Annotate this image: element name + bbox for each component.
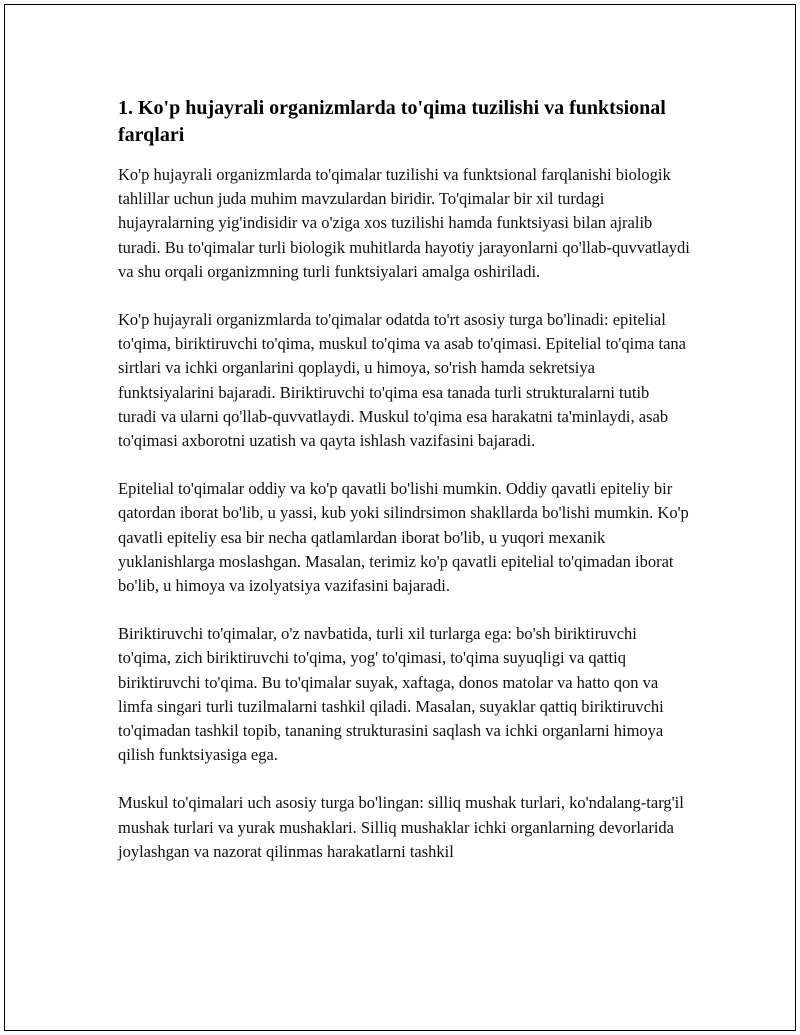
section-heading: 1. Ko'p hujayrali organizmlarda to'qima tuzilishi va funktsional farqlari	[118, 97, 666, 146]
document-body	[118, 95, 690, 864]
paragraph-intro: Ko'p hujayrali organizmlarda to'qimalar tuzilishi va funktsional farqlanishi biologik tahlillar uchun juda muhim mavzulardan biridir. To'qimalar bir xil turdagi hujayralarning yig'indisidir va o'ziga xos tuzilishi hamda funktsiyasi bilan ajralib turadi. Bu to'qimalar turli biologik muhitlarda hayotiy jarayonlarni qo'llab-quvvatlaydi va shu orqali organizmning turli funktsiyalari amalga oshiriladi.	[118, 165, 690, 281]
paragraph-epithelial: Epitelial to'qimalar oddiy va ko'p qavatli bo'lishi mumkin. Oddiy qavatli epiteliy bir qatordan iborat bo'lib, u yassi, kub yoki silindrsimon shakllarda bo'lishi mumkin. Ko'p qavatli epiteliy esa bir necha qatlamlardan iborat bo'lib, u yuqori mexanik yuklanishlarga moslashgan. Masalan, terimiz ko'p qavatli epitelial to'qimadan iborat bo'lib, u himoya va izolyatsiya vazifasini bajaradi.	[118, 479, 689, 596]
paragraph-muscle: Muskul to'qimalari uch asosiy turga bo'lingan: silliq mushak turlari, ko'ndalang-targ'il mushak turlari va yurak mushaklari. Silliq mushaklar ichki organlarning devorlarida joylashgan va nazorat qilinmas harakatlarni tashkil	[118, 793, 684, 861]
paragraph-connective: Biriktiruvchi to'qimalar, o'z navbatida, turli xil turlarga ega: bo'sh biriktiruvchi to'qima, zich biriktiruvchi to'qima, yog' to'qimasi, to'qima suyuqligi va qattiq biriktiruvchi to'qima. Bu to'qimalar suyak, xaftaga, donos matolar va hatto qon va limfa singari turli tuzilmalarni tashkil qiladi. Masalan, suyaklar qattiq biriktiruvchi to'qimadan tashkil topib, tananing strukturasini saqlash va ichki organlarni himoya qilish funktsiyasiga ega.	[118, 624, 664, 765]
paragraph-tissue-types: Ko'p hujayrali organizmlarda to'qimalar odatda to'rt asosiy turga bo'linadi: epitelial to'qima, biriktiruvchi to'qima, muskul to'qima va asab to'qimasi. Epitelial to'qima tana sirtlari va ichki organlarini qoplaydi, u himoya, so'rish hamda sekretsiya funktsiyalarini bajaradi. Biriktiruvchi to'qima esa tanada turli strukturalarni tutib turadi va ularni qo'llab-quvvatlaydi. Muskul to'qima esa harakatni ta'minlaydi, asab to'qimasi axborotni uzatish va qayta ishlash vazifasini bajaradi.	[118, 310, 686, 451]
